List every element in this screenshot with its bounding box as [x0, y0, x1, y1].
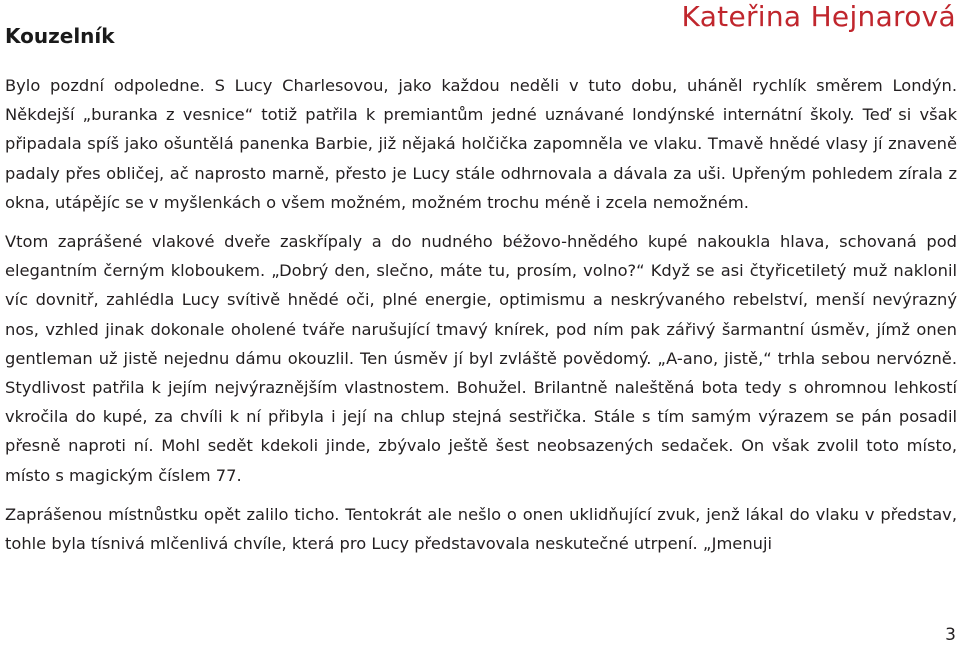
paragraph-1: Bylo pozdní odpoledne. S Lucy Charlesovou, jako každou neděli v tuto dobu, uháněl rychlík směrem Londýn. Někdejší „buranka z vesnice“ totiž patřila k premiantům jedné uznávané londýnské internátní školy. Teď si však připadala spíš jako ošuntělá panenka Barbie, již nějaká holčička zapomněla ve vlaku. Tmavě hnědé vlasy jí znaveně padaly přes obličej, ač naprosto marně, přesto je Lucy stále odhrnovala a dávala za uši. Upřeným pohledem zírala z okna, utápějíc se v myšlenkách o všem možném, možném trochu méně i zcela nemožném.	[5, 76, 957, 212]
paragraph-3: Zaprášenou místnůstku opět zalilo ticho. Tentokrát ale nešlo o onen uklidňující zvuk, jenž lákal do vlaku v představ, tohle byla tísnivá mlčenlivá chvíle, která pro Lucy představovala neskutečné utrpení. „Jmenuji	[5, 504, 957, 554]
page-header	[0, 0, 960, 60]
author-name: Kateřina Hejnarová	[681, 0, 956, 33]
story-body	[5, 71, 957, 568]
paragraph-2: Vtom zaprášené vlakové dveře zaskřípaly a do nudného béžovo-hnědého kupé nakoukla hlava, schovaná pod elegantním černým kloboukem. „Dobrý den, slečno, máte tu, prosím, volno?“ Když se asi čtyřicetiletý muž naklonil víc dovnitř, zahlédla Lucy svítivě hnědé oči, plné energie, optimismu a neskrývaného rebelství, menší nevýrazný nos, vzhled jinak dokonale oholené tváře narušující tmavý knírek, pod ním pak zářivý šarmantní úsměv, jímž onen gentleman už jistě nejednu dámu okouzlil. Ten úsměv jí byl zvláště povědomý. „A-ano, jistě,“ trhla sebou nervózně. Stydlivost patřila k jejím nejvýraznějším vlastnostem. Bohužel. Brilantně naleštěná bota tedy s ohromnou lehkostí vkročila do kupé, za chvíli k ní přibyla i její na chlup stejná sestřička. Stále s tím samým výrazem se pán posadil přesně naproti ní. Mohl sedět kdekoli jinde, zbývalo ještě šest neobsazených sedaček. On však zvolil toto místo, místo s magickým číslem 77.	[5, 232, 957, 485]
page-number: 3	[945, 625, 956, 645]
story-title: Kouzelník	[5, 24, 115, 48]
